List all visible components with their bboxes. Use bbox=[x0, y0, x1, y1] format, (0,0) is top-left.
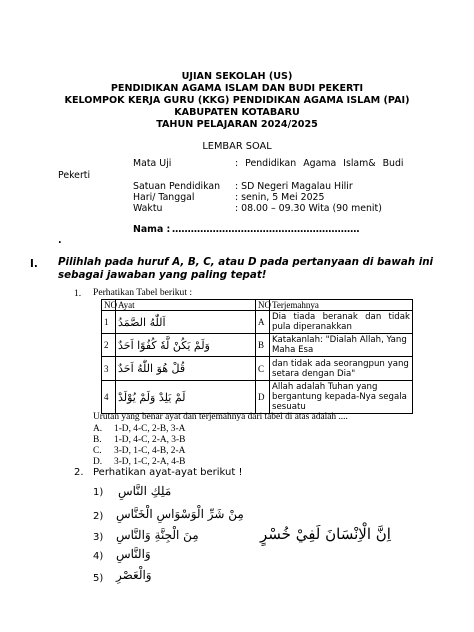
satuan-label: Satuan Pendidikan bbox=[133, 181, 221, 192]
row-ayat: اَللّٰهُ الصَّمَدُ bbox=[116, 311, 256, 334]
side-ayat: اِنَّ الْاِنْسَانَ لَفِيْ خُسْرٍ bbox=[260, 525, 391, 543]
row-arti: Katakanlah: "Dialah Allah, Yang Maha Esa bbox=[270, 334, 413, 357]
option-d-text[interactable]: 3-D, 1-C, 2-A, 4-B bbox=[114, 457, 186, 467]
exam-title: UJIAN SEKOLAH (US) bbox=[181, 71, 293, 82]
ayat-text: وَالنَّاسِ bbox=[116, 547, 151, 561]
row-letter: C bbox=[256, 357, 270, 381]
header-terjemah: Terjemahnya bbox=[270, 300, 413, 311]
row-arti: Dia tiada beranak dan tidak pula diperanakkan bbox=[270, 311, 413, 334]
ayat-text: مَلِكِ النَّاسِ bbox=[118, 484, 172, 498]
ayat-text: مِنَ الْجِنَّةِ وَالنَّاسِ bbox=[116, 528, 199, 542]
ayat-text: وَالْعَصْرِ bbox=[116, 568, 152, 582]
header-ayat: Ayat bbox=[116, 300, 256, 311]
q1-number: 1. bbox=[74, 288, 82, 299]
satuan-value: : SD Negeri Magalau Hilir bbox=[235, 181, 353, 192]
waktu-label: Waktu bbox=[133, 203, 163, 214]
table-row bbox=[102, 381, 413, 414]
row-ayat: لَمْ يَلِدْ وَلَمْ يُوْلَدْ bbox=[116, 381, 256, 414]
section-number: I. bbox=[30, 258, 38, 270]
ayat-num: 1) bbox=[93, 487, 104, 498]
option-c-text[interactable]: 3-D, 1-C, 4-B, 2-A bbox=[114, 446, 186, 456]
row-letter: B bbox=[256, 334, 270, 357]
subject-title: PENDIDIKAN AGAMA ISLAM DAN BUDI PEKERTI bbox=[110, 83, 364, 94]
row-letter: D bbox=[256, 381, 270, 414]
q1-question: Urutan yang benar ayat dan terjemahnya dari tabel di atas adalah .... bbox=[93, 412, 348, 422]
mapel-cont: Pekerti bbox=[58, 170, 91, 181]
ayat-text: مِنْ شَرِّ الْوَسْوَاسِ الْخَنَّاسِ bbox=[116, 507, 244, 521]
sheet-title: LEMBAR SOAL bbox=[202, 141, 272, 152]
option-d-letter[interactable]: D. bbox=[93, 457, 103, 467]
hari-value: : senin, 5 Mei 2025 bbox=[235, 192, 325, 203]
ayat-num: 4) bbox=[93, 551, 104, 562]
row-no: 1 bbox=[102, 311, 116, 334]
waktu-value: : 08.00 – 09.30 Wita (90 menit) bbox=[235, 203, 382, 214]
option-a-letter[interactable]: A. bbox=[93, 424, 103, 434]
row-no: 4 bbox=[102, 381, 116, 414]
row-no: 3 bbox=[102, 357, 116, 381]
table-row bbox=[102, 357, 413, 381]
nama-label: Nama : bbox=[133, 224, 171, 235]
option-a-text[interactable]: 1-D, 4-C, 2-B, 3-A bbox=[114, 424, 186, 434]
ayat-num: 2) bbox=[93, 511, 104, 522]
region-title: KABUPATEN KOTABARU bbox=[174, 107, 300, 118]
option-b-letter[interactable]: B. bbox=[93, 435, 102, 445]
ayat-num: 5) bbox=[93, 573, 104, 584]
row-no: 2 bbox=[102, 334, 116, 357]
q1-table bbox=[101, 299, 413, 414]
row-ayat: وَلَمْ يَكُنْ لَّهٗ كُفُوًا اَحَدٌ bbox=[116, 334, 256, 357]
option-b-text[interactable]: 1-D, 4-C, 2-A, 3-B bbox=[114, 435, 186, 445]
q2-text: Perhatikan ayat-ayat berikut ! bbox=[93, 467, 243, 478]
hari-label: Hari/ Tanggal bbox=[133, 192, 195, 203]
nama-dots: …………………………………………………… bbox=[172, 224, 360, 235]
ayat-num: 3) bbox=[93, 532, 104, 543]
stray-dot: . bbox=[58, 235, 62, 246]
group-title: KELOMPOK KERJA GURU (KKG) PENDIDIKAN AGAMA ISLAM (PAI) bbox=[64, 95, 410, 106]
table-row bbox=[102, 334, 413, 357]
option-c-letter[interactable]: C. bbox=[93, 446, 102, 456]
section-instruction: Pilihlah pada huruf A, B, C, atau D pada pertanyaan di bawah ini sebagai jawaban yang paling tepat! bbox=[58, 256, 434, 281]
header-no: NO bbox=[102, 300, 116, 311]
q2-number: 2. bbox=[74, 467, 84, 478]
table-header-row bbox=[102, 300, 413, 311]
row-arti: dan tidak ada seorangpun yang setara dengan Dia" bbox=[270, 357, 413, 381]
header-no2: NO bbox=[256, 300, 270, 311]
row-letter: A bbox=[256, 311, 270, 334]
year-title: TAHUN PELAJARAN 2024/2025 bbox=[156, 119, 318, 130]
row-ayat: قُلْ هُوَ اللّٰهُ اَحَدٌ bbox=[116, 357, 256, 381]
mapel-value: : Pendidikan Agama Islam& Budi bbox=[235, 158, 404, 169]
mapel-label: Mata Uji bbox=[133, 158, 172, 169]
q1-text: Perhatikan Tabel berikut : bbox=[93, 287, 193, 298]
table-row bbox=[102, 311, 413, 334]
row-arti: Allah adalah Tuhan yang bergantung kepada-Nya segala sesuatu bbox=[270, 381, 413, 414]
